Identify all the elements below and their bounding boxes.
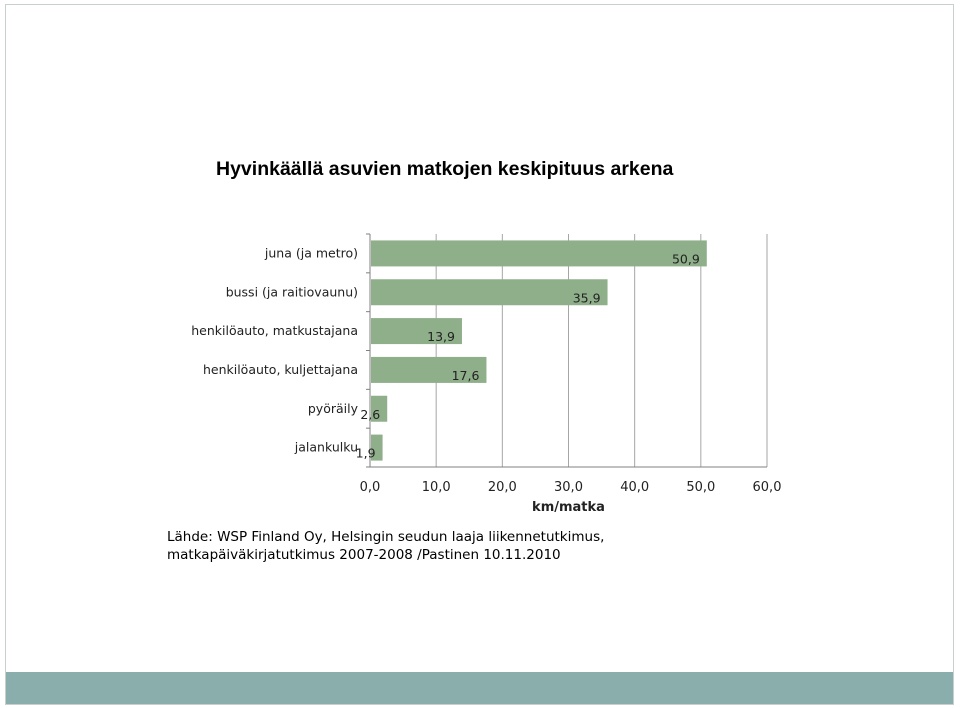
- data-label: 2,6: [360, 406, 381, 422]
- category-label: juna (ja metro): [264, 245, 358, 261]
- category-label: henkilöauto, kuljettajana: [202, 361, 358, 377]
- x-tick-label: 0,0: [359, 480, 381, 495]
- category-label: jalankulku: [294, 439, 358, 455]
- bar: [371, 240, 707, 266]
- x-tick-label: 60,0: [752, 480, 782, 495]
- data-label: 13,9: [427, 329, 455, 345]
- category-label: henkilöauto, matkustajana: [191, 323, 358, 339]
- category-label: bussi (ja raitiovaunu): [225, 284, 358, 300]
- data-label: 1,9: [355, 445, 376, 461]
- footer-bar: [6, 672, 953, 704]
- x-tick-label: 20,0: [487, 480, 517, 495]
- source-line-2: matkapäiväkirjatutkimus 2007-2008 /Pastinen 10.11.2010: [167, 547, 561, 563]
- data-label: 35,9: [572, 290, 601, 306]
- data-label: 17,6: [451, 367, 480, 383]
- x-axis-title: km/matka: [532, 500, 605, 515]
- chart-title: Hyvinkäällä asuvien matkojen keskipituus arkena: [216, 158, 674, 180]
- x-tick-label: 50,0: [686, 480, 716, 495]
- source-note: [167, 528, 604, 564]
- source-line-1: Lähde: WSP Finland Oy, Helsingin seudun laaja liikennetutkimus,: [167, 529, 605, 545]
- data-label: 50,9: [671, 251, 700, 267]
- category-label: pyöräily: [307, 400, 358, 416]
- x-tick-label: 10,0: [421, 480, 451, 495]
- x-tick-label: 40,0: [620, 480, 650, 495]
- x-tick-label: 30,0: [554, 480, 583, 495]
